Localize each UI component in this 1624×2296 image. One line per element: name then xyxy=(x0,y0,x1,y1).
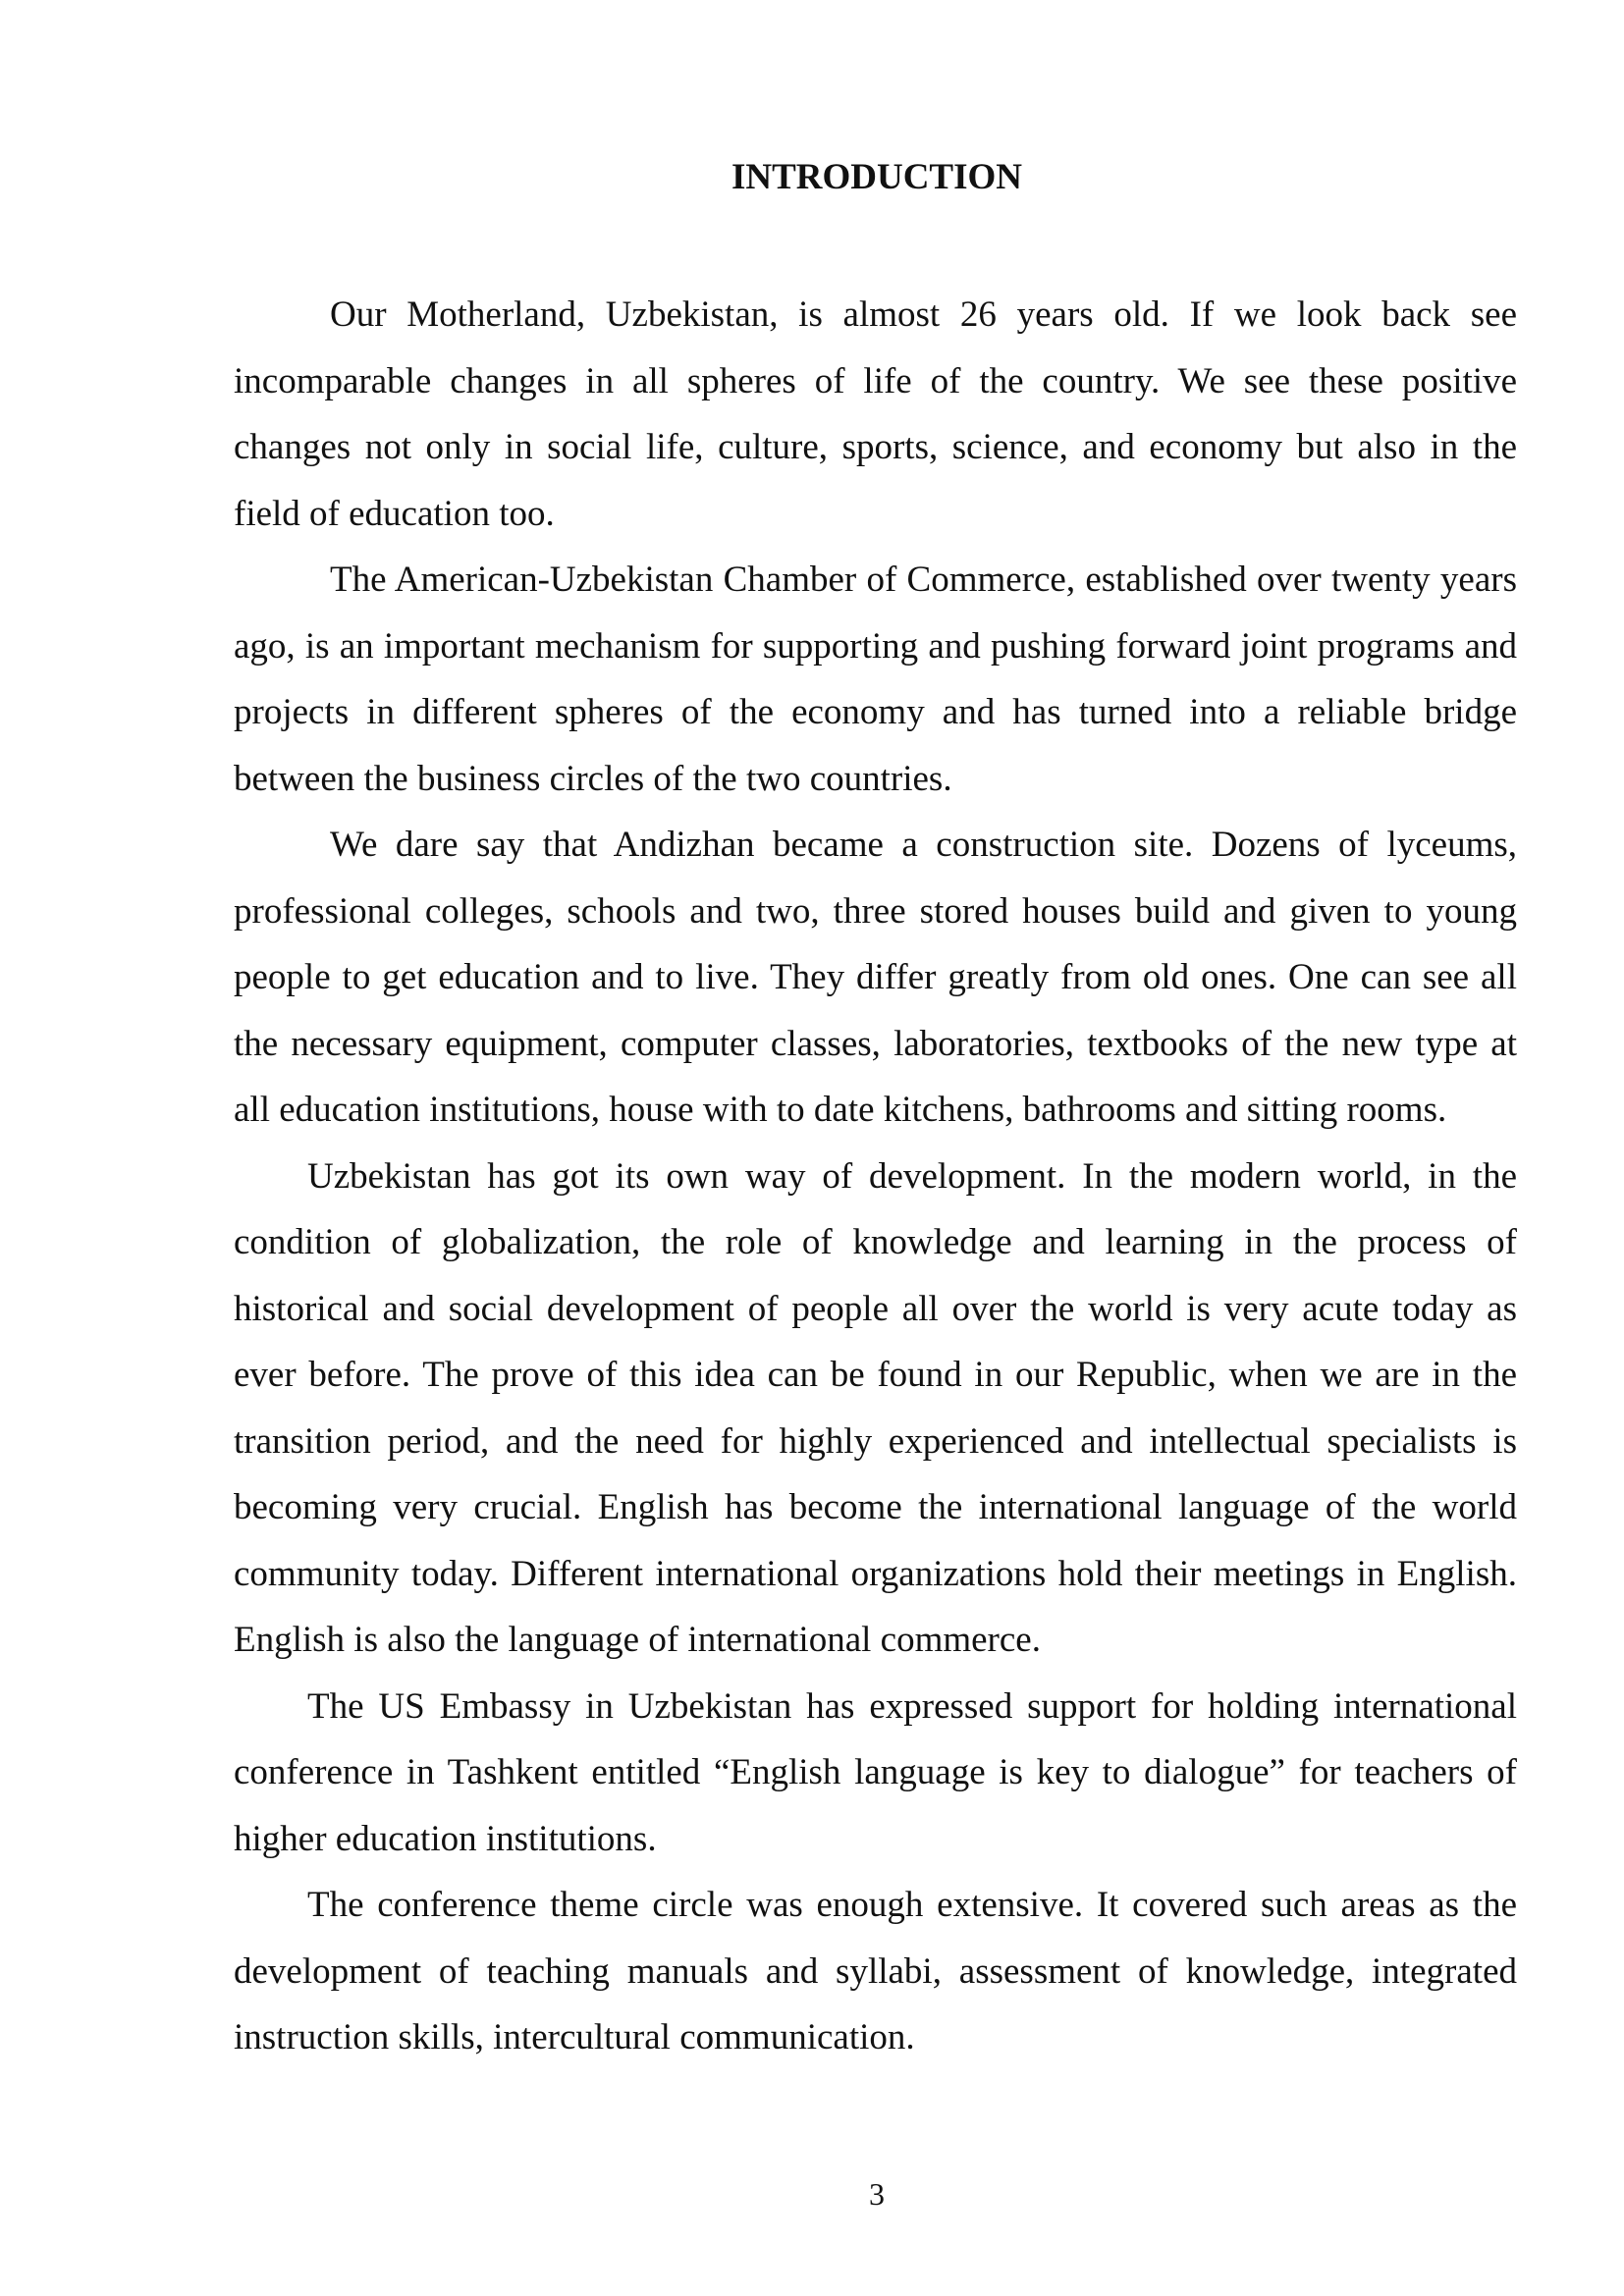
paragraph-5: The US Embassy in Uzbekistan has expressed support for holding international conference in Tashkent entitled “English language is key to dialogue” for teachers of higher education institutions. xyxy=(234,1685,1517,1859)
paragraph-6: The conference theme circle was enough extensive. It covered such areas as the development of teaching manuals and syllabi, assessment of knowledge, integrated instruction skills, intercultural communication. xyxy=(234,1885,1517,2057)
paragraph-1: Our Motherland, Uzbekistan, is almost 26 years old. If we look back see incomparable changes in all spheres of life of the country. We see these positive changes not only in social life, culture, sports, science, and economy but also in the field of education too. xyxy=(234,294,1517,534)
paragraph-4: Uzbekistan has got its own way of development. In the modern world, in the condition of globalization, the role of knowledge and learning in the process of historical and social development of people all over the world is very acute today as ever before. The prove of this idea can be found in our Republic, when we are in the transition period, and the need for highly experienced and intellectual specialists is becoming very crucial. English has become the international language of the world community today. Different international organizations hold their meetings in English. English is also the language of international commerce. xyxy=(234,1155,1517,1660)
paragraph-2: The American-Uzbekistan Chamber of Commerce, established over twenty years ago, is an important mechanism for supporting and pushing forward joint programs and projects in different spheres of the economy and has turned into a reliable bridge between the business circles of the two countries. xyxy=(234,560,1517,799)
page-title: INTRODUCTION xyxy=(731,157,1023,197)
paragraph-3: We dare say that Andizhan became a construction site. Dozens of lyceums, professional colleges, schools and two, three stored houses build and given to young people to get education and to live. They differ greatly from old ones. One can see all the necessary equipment, computer classes, laboratories, textbooks of the new type at all education institutions, house with to date kitchens, bathrooms and sitting rooms. xyxy=(234,825,1517,1130)
page-number: 3 xyxy=(869,2176,885,2212)
body-text xyxy=(234,282,1517,2071)
